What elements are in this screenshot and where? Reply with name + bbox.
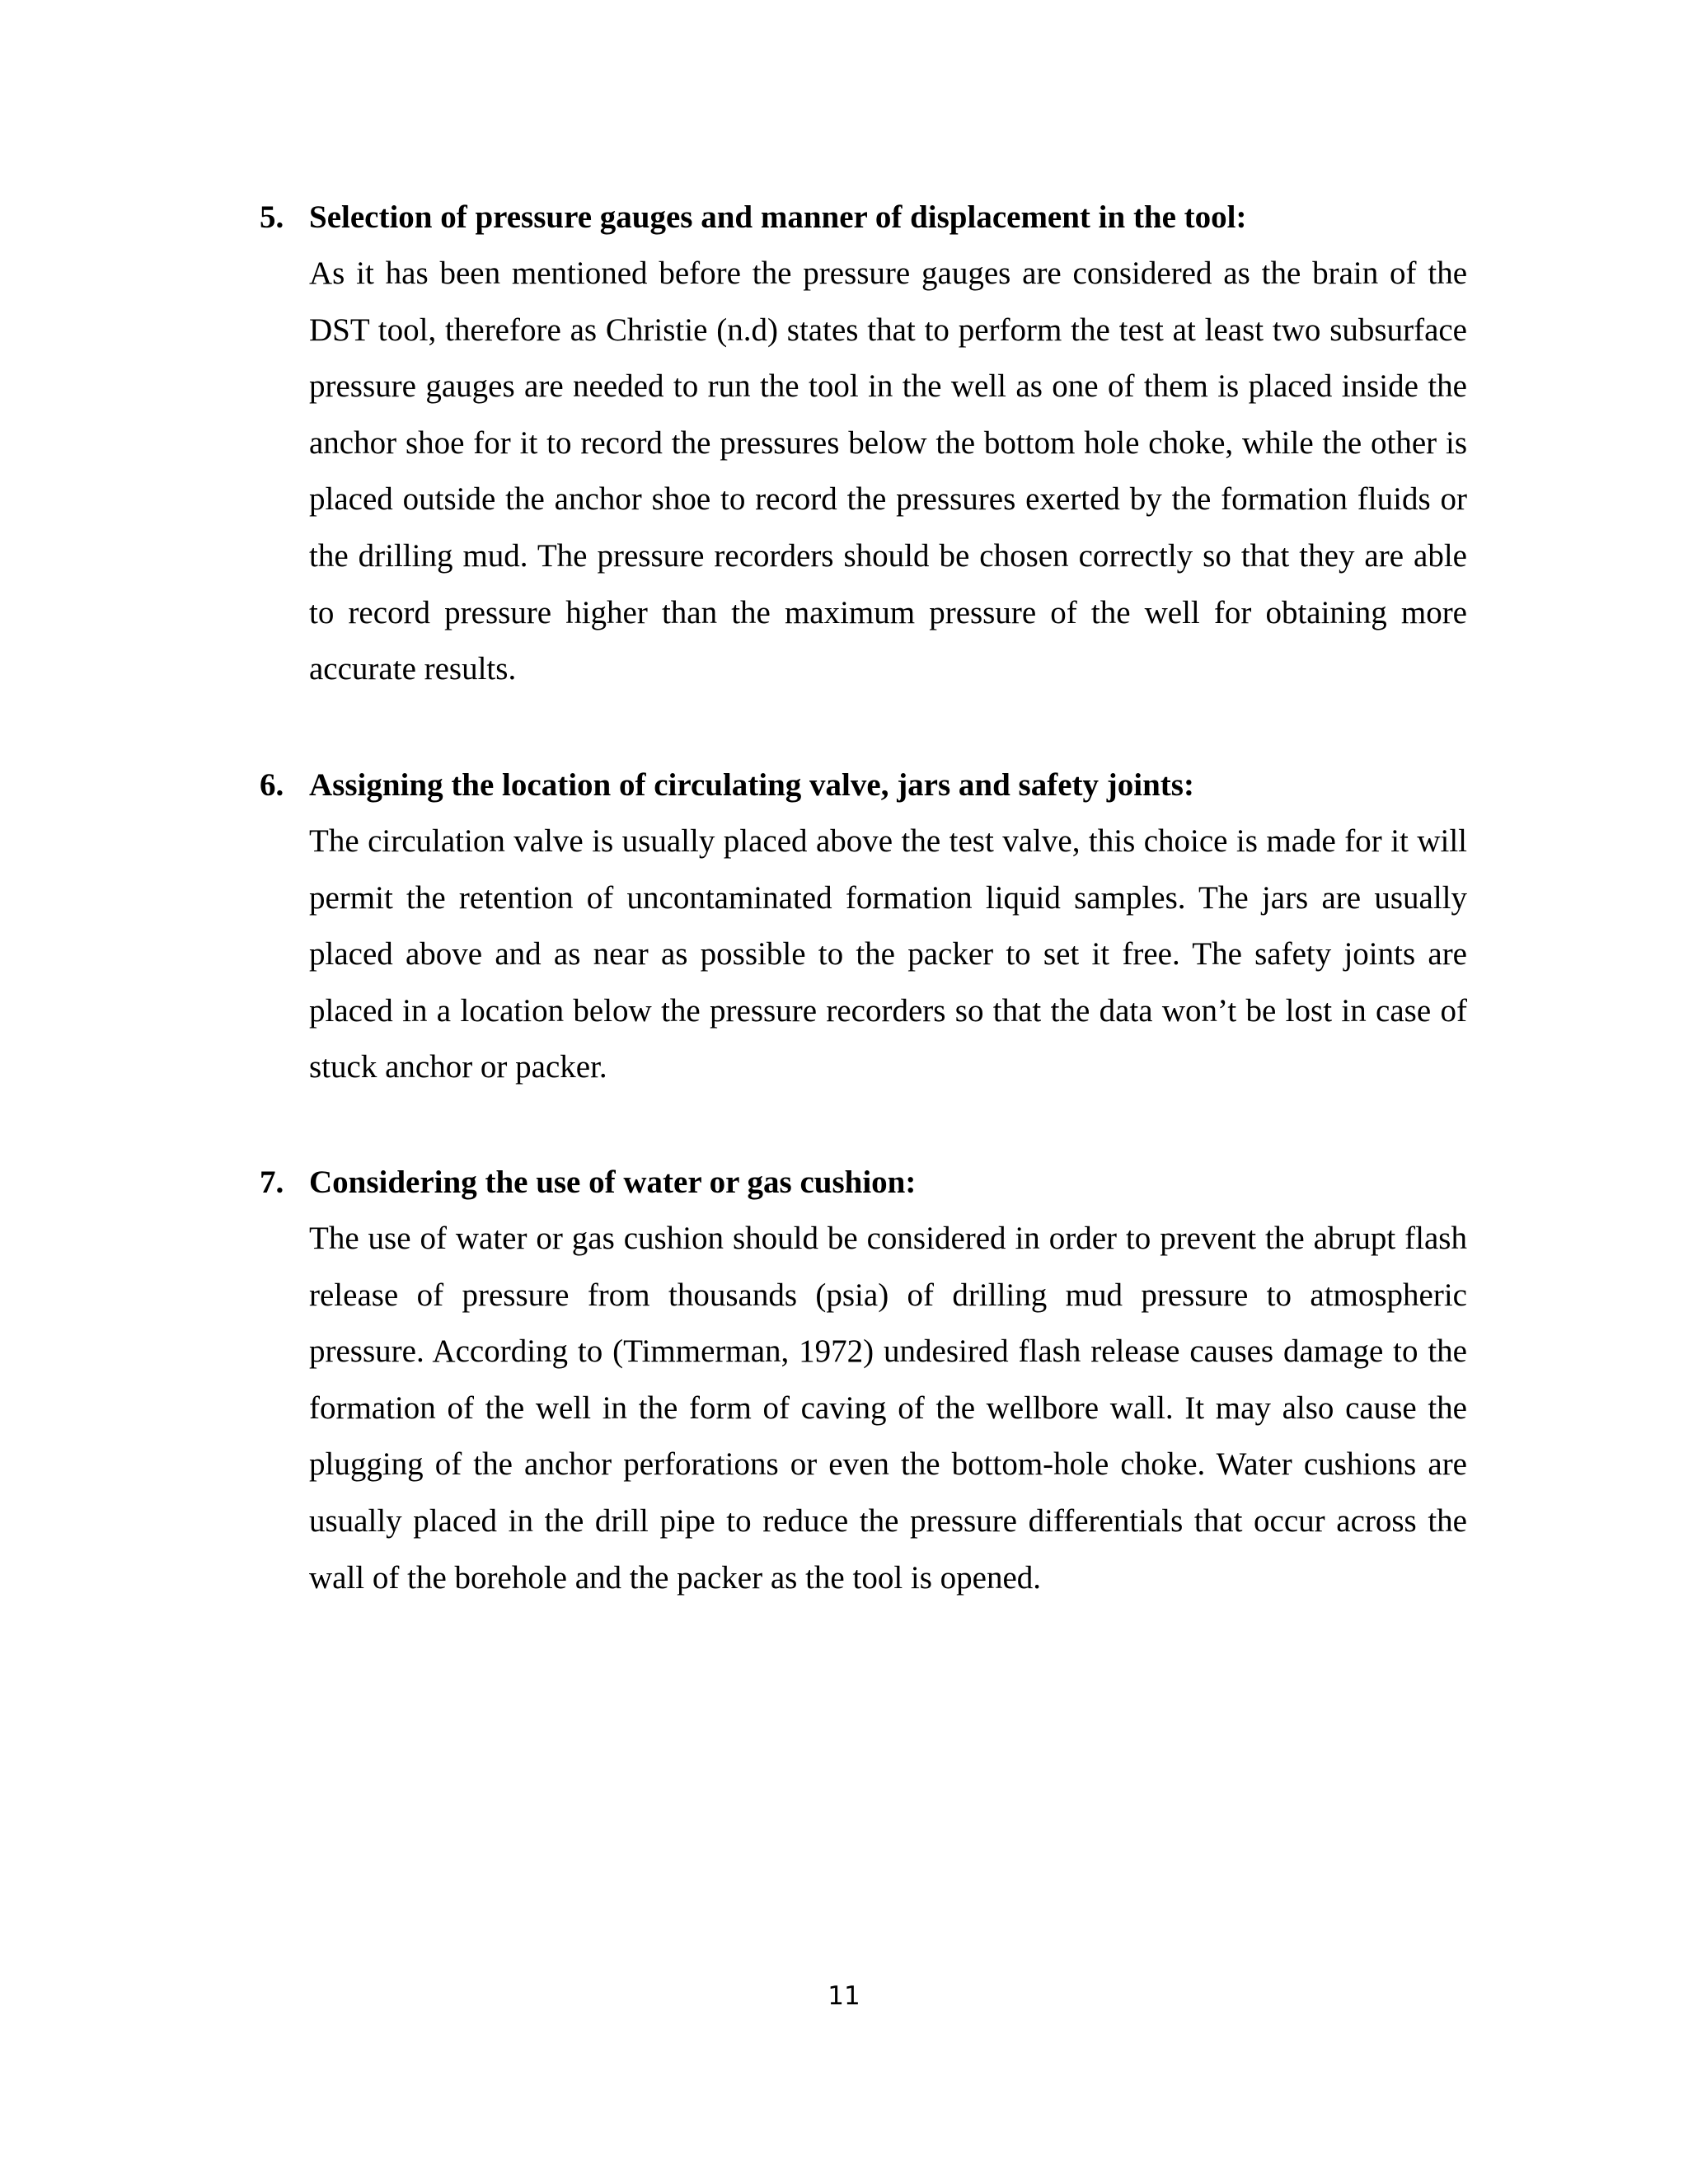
section-number: 6. [260,767,284,803]
section-number: 5. [260,199,284,235]
section-heading [260,757,1467,813]
section-body: The circulation valve is usually placed above the test valve, this choice is made for it will permit the retention of uncontaminated formation liquid samples. The jars are usually placed above and as near as possible to the packer to set it free. The safety joints are placed in a location below the pressure recorders so that the data won’t be lost in case of stuck anchor or packer. [309,823,1467,1085]
section-heading-text: Selection of pressure gauges and manner of displacement in the tool: [309,199,1247,235]
section-heading [260,1154,1467,1211]
section-circulating-valve [260,757,1467,1096]
section-number: 7. [260,1165,284,1200]
section-heading-text: Considering the use of water or gas cushion: [309,1165,917,1200]
section-body: As it has been mentioned before the pressure gauges are considered as the brain of the DST tool, therefore as Christie (n.d) states that to perform the test at least two subsurface pressure gauges are needed to run the tool in the well as one of them is placed inside the anchor shoe for it to record the pressures below the bottom hole choke, while the other is placed outside the anchor shoe to record the pressures exerted by the formation fluids or the drilling mud. The pressure recorders should be chosen correctly so that they are able to record pressure higher than the maximum pressure of the well for obtaining more accurate results. [309,255,1467,687]
section-heading [260,189,1467,246]
section-heading-text: Assigning the location of circulating valve, jars and safety joints: [309,767,1194,803]
page-number: 11 [828,1981,860,2011]
section-body: The use of water or gas cushion should be considered in order to prevent the abrupt flash release of pressure from thousands (psia) of drilling mud pressure to atmospheric pressure. According to (Timmerman, 1972) undesired flash release causes damage to the formation of the well in the form of caving of the wellbore wall. It may also cause the plugging of the anchor perforations or even the bottom-hole choke. Water cushions are usually placed in the drill pipe to reduce the pressure differentials that occur across the wall of the borehole and the packer as the tool is opened. [309,1221,1467,1596]
section-cushion [260,1154,1467,1606]
section-pressure-gauges [260,189,1467,698]
